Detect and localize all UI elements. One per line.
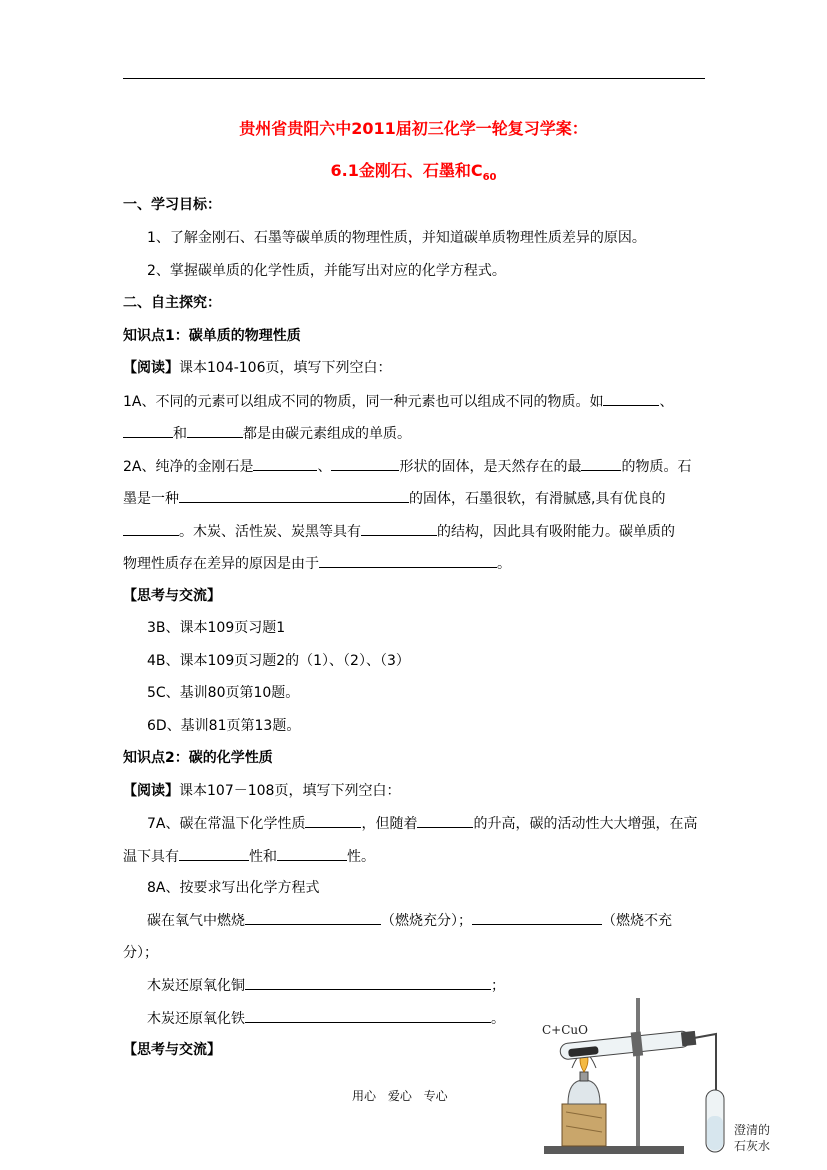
exercise-3b: 3B、课本109页习题1 — [147, 620, 286, 636]
q1a-text: 、 — [659, 394, 674, 410]
kp2-think-heading: 【思考与交流】 — [123, 1042, 221, 1058]
question-7a-line1 — [147, 813, 697, 834]
question-2a-line3 — [123, 521, 675, 542]
question-2a-line1 — [123, 456, 691, 477]
blank[interactable] — [603, 391, 659, 406]
read-tag: 【阅读】 — [123, 360, 179, 376]
blank[interactable] — [123, 521, 179, 536]
header-rule — [123, 78, 705, 79]
blank[interactable] — [319, 553, 497, 568]
question-7a-line2 — [123, 846, 375, 867]
blank[interactable] — [253, 456, 317, 471]
blank[interactable] — [123, 423, 173, 438]
exercise-5c: 5C、基训80页第10题。 — [147, 685, 300, 701]
equation-carbon-oxygen-cont: 分）； — [123, 945, 158, 961]
equation-carbon-oxygen — [147, 910, 672, 931]
read-tag: 【阅读】 — [123, 783, 179, 799]
equation-charcoal-cuo — [147, 975, 505, 996]
eq-text: （燃烧充分）； — [381, 913, 472, 929]
q1a-text: 都是由碳元素组成的单质。 — [243, 426, 411, 442]
limewater-label-2: 石灰水 — [734, 1139, 771, 1153]
blank[interactable] — [331, 456, 399, 471]
kp1-read — [123, 358, 392, 378]
equation-charcoal-fe2o3 — [147, 1008, 505, 1029]
apparatus-figure — [528, 994, 790, 1168]
eq-text: （燃烧不充 — [602, 913, 672, 929]
page-footer: 用心 爱心 专心 — [352, 1089, 448, 1103]
q7a-text: ，但随着 — [361, 816, 418, 832]
blank[interactable] — [179, 846, 249, 861]
limewater-label-1: 澄清的 — [734, 1123, 771, 1137]
section2-heading: 二、自主探究： — [123, 295, 221, 311]
question-1a-line1 — [123, 391, 673, 412]
read-text: 课本107－108页，填写下列空白： — [179, 783, 401, 799]
q2a-text: 墨是一种 — [123, 491, 179, 507]
document-subtitle — [0, 158, 827, 183]
objective-2: 2、掌握碳单质的化学性质，并能写出对应的化学方程式。 — [147, 263, 506, 279]
q2a-text: 2A、纯净的金刚石是 — [123, 459, 254, 475]
question-2a-line4 — [123, 553, 511, 574]
eq-text: ； — [491, 978, 505, 994]
question-1a-line2 — [123, 423, 411, 444]
blank[interactable] — [245, 910, 381, 925]
blank[interactable] — [187, 423, 243, 438]
blank[interactable] — [245, 1008, 491, 1023]
q2a-text: 。木炭、活性炭、炭黑等具有 — [179, 524, 361, 540]
q7a-text: 性。 — [347, 849, 375, 865]
q7a-text: 的升高，碳的活动性大大增强，在高 — [473, 816, 698, 832]
question-2a-line2 — [123, 488, 665, 509]
document-title: 贵州省贵阳六中2011届初三化学一轮复习学案： — [239, 119, 588, 138]
alcohol-lamp — [568, 1080, 600, 1104]
q1a-text: 和 — [173, 426, 187, 442]
q2a-text: 的物质。石 — [621, 459, 692, 475]
blank[interactable] — [277, 846, 347, 861]
subtitle-subscript: 60 — [482, 172, 497, 184]
kp1-heading: 知识点1：碳单质的物理性质 — [123, 328, 301, 344]
eq-text: 木炭还原氧化铁 — [147, 1011, 245, 1027]
eq-text: 木炭还原氧化铜 — [147, 978, 245, 994]
read-text: 课本104-106页，填写下列空白： — [179, 360, 392, 376]
eq-text: 碳在氧气中燃烧 — [147, 913, 245, 929]
q1a-text: 1A、不同的元素可以组成不同的物质，同一种元素也可以组成不同的物质。如 — [123, 394, 604, 410]
exercise-4b: 4B、课本109页习题2的（1）、（2）、（3） — [147, 653, 410, 669]
q2a-text: 、 — [317, 459, 332, 475]
kp2-heading: 知识点2：碳的化学性质 — [123, 750, 273, 766]
exercise-6d: 6D、基训81页第13题。 — [147, 718, 301, 734]
blank[interactable] — [245, 975, 491, 990]
eq-text: 。 — [491, 1011, 505, 1027]
blank[interactable] — [305, 813, 361, 828]
kp2-read — [123, 781, 400, 801]
q7a-text: 温下具有 — [123, 849, 179, 865]
q7a-text: 7A、碳在常温下化学性质 — [147, 816, 306, 832]
q2a-text: 形状的固体，是天然存在的最 — [399, 459, 582, 475]
q2a-text: 的固体，石墨很软，有滑腻感,具有优良的 — [409, 491, 666, 507]
blank[interactable] — [361, 521, 437, 536]
stand-base — [544, 1146, 684, 1154]
q2a-text: 物理性质存在差异的原因是由于 — [123, 556, 319, 572]
q2a-text: 。 — [497, 556, 511, 572]
blank[interactable] — [179, 488, 409, 503]
reactants-label: C+CuO — [542, 1023, 588, 1037]
blank[interactable] — [417, 813, 473, 828]
section1-heading: 一、学习目标： — [123, 197, 221, 213]
q2a-text: 的结构，因此具有吸附能力。碳单质的 — [437, 524, 675, 540]
kp1-think-heading: 【思考与交流】 — [123, 588, 221, 604]
stand-rod — [636, 998, 640, 1148]
question-8a: 8A、按要求写出化学方程式 — [147, 880, 320, 896]
blank[interactable] — [472, 910, 602, 925]
objective-1: 1、了解金刚石、石墨等碳单质的物理性质，并知道碳单质物理性质差异的原因。 — [147, 230, 646, 246]
blank[interactable] — [581, 456, 621, 471]
wooden-block — [562, 1104, 606, 1146]
q7a-text: 性和 — [249, 849, 277, 865]
subtitle-main: 6.1金刚石、石墨和C — [330, 161, 483, 180]
